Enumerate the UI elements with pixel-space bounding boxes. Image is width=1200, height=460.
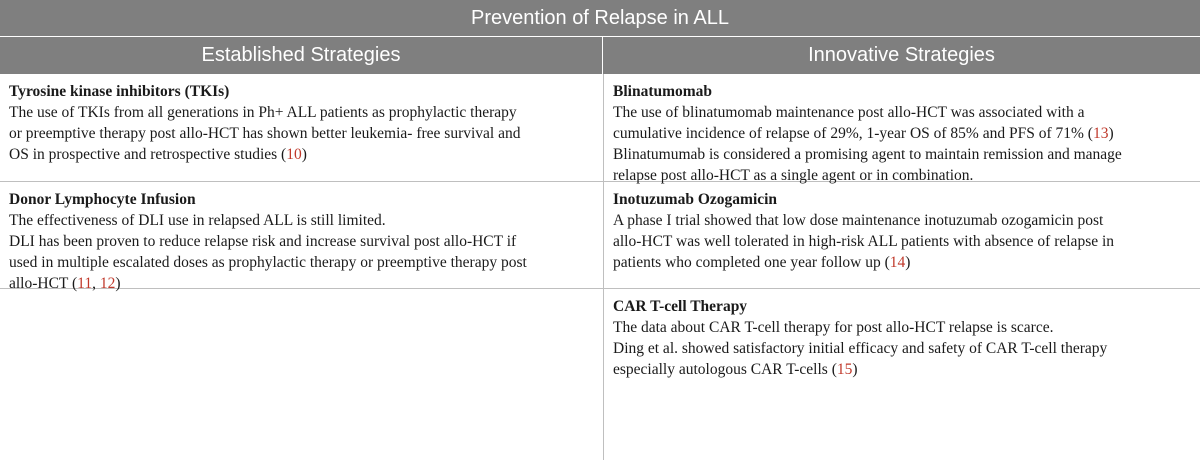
reference-link-12[interactable]: 12 <box>99 275 116 292</box>
cell-text-line: relapse post allo-HCT as a single agent or in combination. <box>613 167 974 184</box>
reference-link-11[interactable]: 11 <box>77 275 93 292</box>
cell-title: Donor Lymphocyte Infusion <box>9 191 196 208</box>
empty-cell <box>0 289 604 460</box>
cell-text-line: Ding et al. showed satisfactory initial efficacy and safety of CAR T-cell therapy <box>613 340 1108 357</box>
cell-text-line: DLI has been proven to reduce relapse risk and increase survival post allo-HCT if <box>9 233 517 250</box>
cell-text-line: especially autologous CAR T-cells (15) <box>613 361 858 378</box>
cell-car-t-cell-therapy <box>604 289 1200 460</box>
cell-title: Inotuzumab Ozogamicin <box>613 191 778 208</box>
cell-title: Tyrosine kinase inhibitors (TKIs) <box>9 83 230 100</box>
cell-text-line: A phase I trial showed that low dose maintenance inotuzumab ozogamicin post <box>613 212 1104 229</box>
cell-text-line: The use of blinatumomab maintenance post allo-HCT was associated with a <box>613 104 1085 121</box>
cell-text-line: The use of TKIs from all generations in Ph+ ALL patients as prophylactic therapy <box>9 104 517 121</box>
table-row <box>0 289 1200 460</box>
column-header-innovative: Innovative Strategies <box>808 44 995 66</box>
reference-link-14[interactable]: 14 <box>889 254 906 271</box>
cell-donor-lymphocyte-infusion <box>0 182 604 292</box>
cell-tkis <box>0 74 604 181</box>
cell-text-line: patients who completed one year follow up (14) <box>613 254 911 271</box>
table-row <box>0 74 1200 182</box>
cell-text-line: The effectiveness of DLI use in relapsed ALL is still limited. <box>9 212 386 229</box>
cell-text-line: or preemptive therapy post allo-HCT has shown better leukemia- free survival and <box>9 125 521 142</box>
column-header-established: Established Strategies <box>0 37 603 74</box>
table-header-row <box>0 37 1200 74</box>
cell-text-line: allo-HCT (11, 12) <box>9 275 121 292</box>
table-title: Prevention of Relapse in ALL <box>0 0 1200 37</box>
table-row <box>0 182 1200 292</box>
cell-text-line: used in multiple escalated doses as prophylactic therapy or preemptive therapy post <box>9 254 527 271</box>
reference-link-15[interactable]: 15 <box>836 361 853 378</box>
cell-text-line: The data about CAR T-cell therapy for post allo-HCT relapse is scarce. <box>613 319 1054 336</box>
cell-text-line: cumulative incidence of relapse of 29%, 1-year OS of 85% and PFS of 71% (13) <box>613 125 1114 142</box>
reference-link-13[interactable]: 13 <box>1092 125 1109 142</box>
cell-blinatumomab <box>604 74 1200 184</box>
cell-title: CAR T-cell Therapy <box>613 298 748 315</box>
cell-text-line: OS in prospective and retrospective studies (10) <box>9 146 307 163</box>
cell-text-line: Blinatumumab is considered a promising agent to maintain remission and manage <box>613 146 1122 163</box>
cell-inotuzumab-ozogamicin <box>604 182 1200 288</box>
reference-link-10[interactable]: 10 <box>286 146 302 163</box>
cell-title: Blinatumomab <box>613 83 713 100</box>
cell-text-line: allo-HCT was well tolerated in high-risk ALL patients with absence of relapse in <box>613 233 1115 250</box>
